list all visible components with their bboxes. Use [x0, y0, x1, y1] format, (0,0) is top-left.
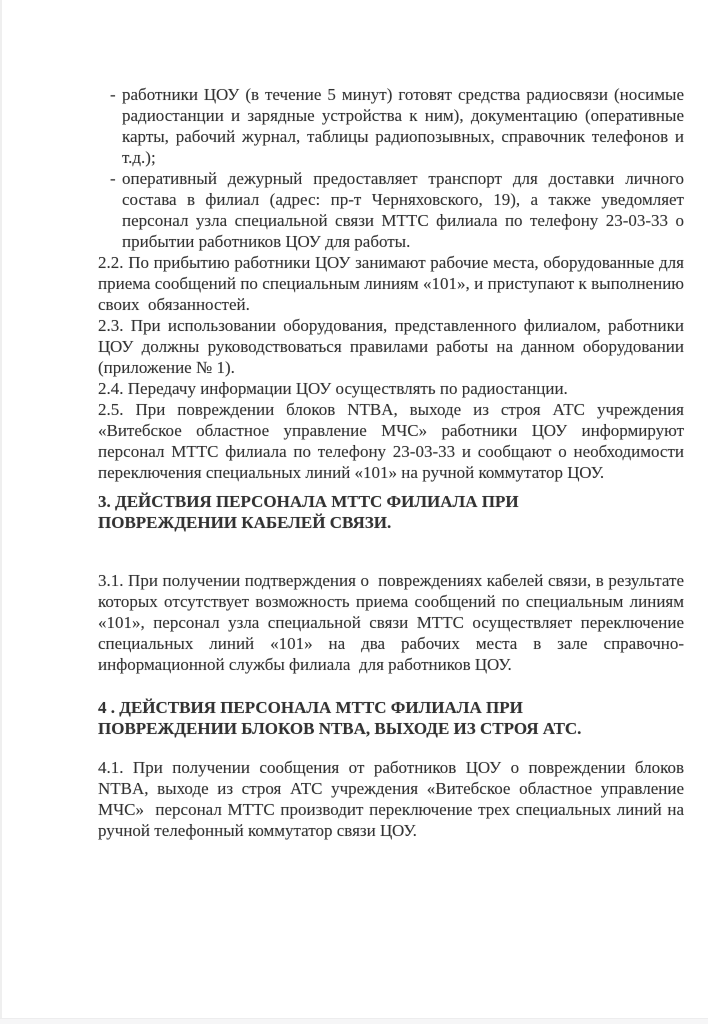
section-4-heading-line-1: 4 . ДЕЙСТВИЯ ПЕРСОНАЛА МТТС ФИЛИАЛА ПРИ — [98, 698, 523, 717]
section-3-heading-line-2: ПОВРЕЖДЕНИИ КАБЕЛЕЙ СВЯЗИ. — [98, 513, 392, 532]
paragraph-2-4: 2.4. Передачу информации ЦОУ осуществлять по радиостанции. — [98, 379, 568, 398]
paragraph-2-3: 2.3. При использовании оборудования, представленного филиалом, работники ЦОУ должны руководствоваться правилами работы на данном оборудовании (приложение № 1). — [98, 316, 684, 377]
section-3-heading — [98, 491, 684, 533]
paragraph-4-1: 4.1. При получении сообщения от работников ЦОУ о повреждении блоков NTBA, выходе из строя АТС учреждения «Витебское областное управление МЧС» персонал МТТС производит переключение трех специальных линий на ручной телефонный коммутатор связи ЦОУ. — [98, 758, 689, 840]
bullet-item-radio-equipment — [98, 84, 684, 168]
section-4-heading — [98, 697, 684, 739]
bullet-text: работники ЦОУ (в течение 5 минут) готовят средства радиосвязи (носимые радиостанции и зарядные устройства к ним), документацию (оперативные карты, рабочий журнал, таблицы радиопозывных, справочник телефонов и т.д.); — [122, 85, 684, 167]
paragraph-2-2: 2.2. По прибытию работники ЦОУ занимают рабочие места, оборудованные для приема сообщений по специальным линиям «101», и приступают к выполнению своих обязанностей. — [98, 253, 689, 314]
section-3-heading-line-1: 3. ДЕЙСТВИЯ ПЕРСОНАЛА МТТС ФИЛИАЛА ПРИ — [98, 492, 519, 511]
section-4-heading-line-2: ПОВРЕЖДЕНИИ БЛОКОВ NTBA, ВЫХОДЕ ИЗ СТРОЯ АТС. — [98, 719, 582, 738]
paragraph-3-1: 3.1. При получении подтверждения о повреждениях кабелей связи, в результате которых отсутствует возможность приема сообщений по специальным линиям «101», персонал узла специальной связи МТТС осуществляет переключение специальных линий «101» на два рабочих места в зале справочно-информационной службы филиала для работников ЦОУ. — [98, 571, 693, 674]
bullet-dash: - — [110, 85, 116, 104]
document-content — [98, 84, 693, 841]
bullet-item-transport — [98, 168, 684, 252]
bullet-dash: - — [110, 169, 116, 188]
paragraph-2-5: 2.5. При повреждении блоков NTBA, выходе из строя АТС учреждения «Витебское областное управление МЧС» работники ЦОУ информируют персонал МТТС филиала по телефону 23-03-33 и сообщают о необходимости переключения специальных линий «101» на ручной коммутатор ЦОУ. — [98, 400, 684, 482]
scan-edge-left — [0, 0, 2, 1024]
bullet-text: оперативный дежурный предоставляет транспорт для доставки личного состава в филиал (адрес: пр-т Черняховского, 19), а также уведомляет персонал узла специальной связи МТТС филиала по телефону 23-03-33 о прибытии работников ЦОУ для работы. — [122, 169, 684, 251]
scan-edge-bottom — [0, 1018, 708, 1024]
